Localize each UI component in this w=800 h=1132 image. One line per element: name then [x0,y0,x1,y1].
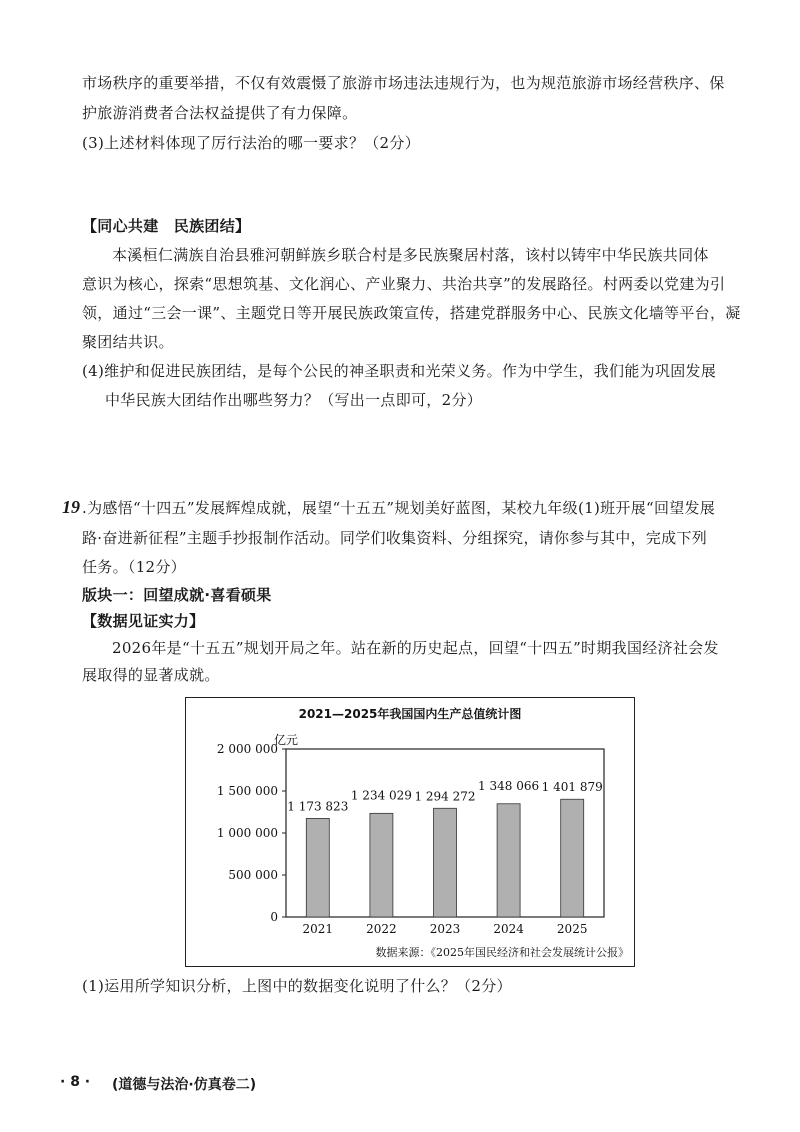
bar-value-label: 1 294 272 [414,789,476,804]
question-19-1: (1)运用所学知识分析，上图中的数据变化说明了什么？（2分） [82,977,512,995]
bar-2025 [561,799,584,917]
x-tick-label: 2022 [366,922,397,936]
y-tick-label: 1 000 000 [216,826,278,840]
bar-2022 [370,813,393,917]
question-19-line: .为感悟“十四五”发展辉煌成就，展望“十五五”规划美好蓝图，某校九年级(1)班开展“回望发展 [82,499,716,517]
x-tick-label: 2025 [556,922,588,936]
gdp-bar-chart [186,698,634,966]
y-tick-label: 500 000 [228,868,278,882]
chart-source: 数据来源：《2025年国民经济和社会发展统计公报》 [375,946,629,959]
bar-2021 [306,818,329,917]
y-tick-label: 1 500 000 [216,784,278,798]
x-tick-label: 2021 [302,922,334,936]
x-tick-label: 2023 [429,922,461,936]
question-number-19: 19 [62,497,80,517]
chart-unit-label: 亿元 [274,733,299,747]
paragraph-line: 展取得的显著成就。 [82,666,220,684]
question-19-line: 任务。（12分） [82,558,186,576]
bar-2024 [497,804,520,917]
paragraph-line: 护旅游消费者合法权益提供了有力保障。 [82,104,358,122]
paragraph-line: 市场秩序的重要举措，不仅有效震慑了旅游市场违法违规行为，也为规范旅游市场经营秩序、保 [82,74,725,92]
question-4-line: 中华民族大团结作出哪些努力？（写出一点即可，2分） [105,391,483,409]
y-tick-label: 0 [270,910,278,924]
question-19-line: 路·奋进新征程”主题手抄报制作活动。同学们收集资料、分组探究，请你参与其中，完成下列 [82,529,708,547]
x-tick-label: 2024 [493,922,524,936]
chart-title: 2021—2025年我国国内生产总值统计图 [298,707,522,721]
page-number: · 8 · [60,1074,91,1090]
paragraph-line: 聚团结共识。 [82,333,174,351]
question-3: (3)上述材料体现了厉行法治的哪一要求？（2分） [82,134,420,152]
block-heading: 版块一：回望成就·喜看硕果 [82,586,272,604]
paragraph-line: 2026年是“十五五”规划开局之年。站在新的历史起点，回望“十四五”时期我国经济社会发 [112,639,719,657]
bar-value-label: 1 348 066 [478,778,540,793]
bar-value-label: 1 401 879 [541,780,603,795]
question-4-line: (4)维护和促进民族团结，是每个公民的神圣职责和光荣义务。作为中学生，我们能为巩固发展 [82,362,717,380]
bar-2023 [434,808,457,917]
gdp-chart-frame [185,697,635,967]
section-heading-unity: 【同心共建 民族团结】 [82,217,251,235]
bar-value-label: 1 173 823 [287,799,349,814]
data-heading: 【数据见证实力】 [82,612,205,630]
paragraph-line: 本溪桓仁满族自治县雅河朝鲜族乡联合村是多民族聚居村落，该村以铸牢中华民族共同体 [112,246,709,264]
footer-title: (道德与法治·仿真卷二) [112,1077,257,1093]
y-tick-label: 2 000 000 [216,742,278,756]
bar-value-label: 1 234 029 [350,788,412,803]
paragraph-line: 意识为核心，探索“思想筑基、文化润心、产业聚力、共治共享”的发展路径。村两委以党建为引 [82,275,726,293]
paragraph-line: 领，通过“三会一课”、主题党日等开展民族政策宣传，搭建党群服务中心、民族文化墙等平台，凝 [82,304,741,322]
